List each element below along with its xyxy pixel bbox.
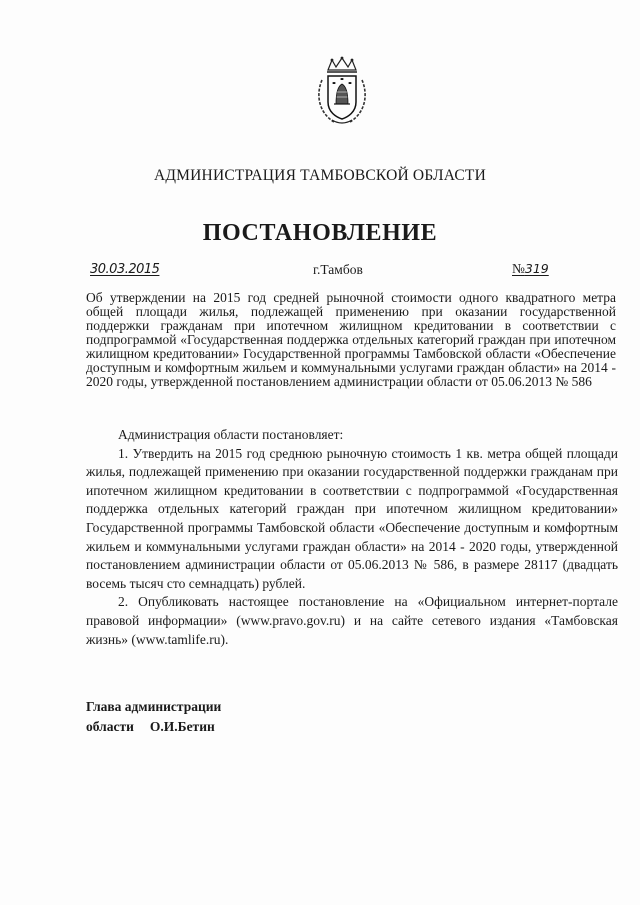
signature-title: области bbox=[86, 719, 134, 734]
document-type-title: ПОСТАНОВЛЕНИЕ bbox=[202, 220, 438, 246]
signature-line bbox=[86, 717, 221, 737]
number-value: 319 bbox=[524, 261, 549, 276]
document-subject: Об утверждении на 2015 год средней рыночной стоимости одного квадратного метра общей площади жилья, подлежащей применению при оказании государственной поддержки гражданам при ипотечном жилищном кредитовании в соответствии с подпрограммой «Государственная поддержка отдельных категорий граждан при ипотечном жилищном кредитовании» Государственной программы Тамбовской области «Обеспечение доступным и комфортным жильем и коммунальными услугами граждан области» на 2014 - 2020 годы, утвержденной постановлением администрации области от 05.06.2013 № 586 bbox=[86, 290, 616, 389]
document-city: г.Тамбов bbox=[313, 262, 363, 277]
body-item-2: 2. Опубликовать настоящее постановление на «Официальном интернет-портале правовой информации» (www.pravo.gov.ru) и на сайте сетевого издания «Тамбовская жизнь» (www.tamlife.ru). bbox=[86, 594, 618, 647]
number-sign: № bbox=[512, 261, 525, 276]
document-number bbox=[512, 261, 549, 277]
signature-position: Глава администрации bbox=[86, 699, 222, 714]
document-date: 30.03.2015 bbox=[90, 262, 160, 277]
tambov-coat-of-arms-icon bbox=[314, 56, 370, 126]
body-item-1: 1. Утвердить на 2015 год среднюю рыночную стоимость 1 кв. метра общей площади жилья, подлежащей применению при оказании государственной поддержки гражданам при ипотечном жилищном кредитовании в соответствии с подпрограммой «Государственная поддержка отдельных категорий граждан при ипотечном жилищном кредитовании» Государственной программы Тамбовской области «Обеспечение доступным и комфортным жильем и коммунальными услугами граждан области» на 2014 - 2020 годы, утвержденной постановлением администрации области от 05.06.2013 № 586, в размере 28117 (двадцать восемь тысяч сто семнадцать) рублей. bbox=[86, 445, 618, 591]
body-intro: Администрация области постановляет: bbox=[118, 427, 344, 442]
signature-name: О.И.Бетин bbox=[149, 719, 215, 734]
document-body bbox=[86, 426, 618, 649]
signature-block bbox=[86, 697, 221, 737]
organization-title: АДМИНИСТРАЦИЯ ТАМБОВСКОЙ ОБЛАСТИ bbox=[154, 167, 486, 184]
